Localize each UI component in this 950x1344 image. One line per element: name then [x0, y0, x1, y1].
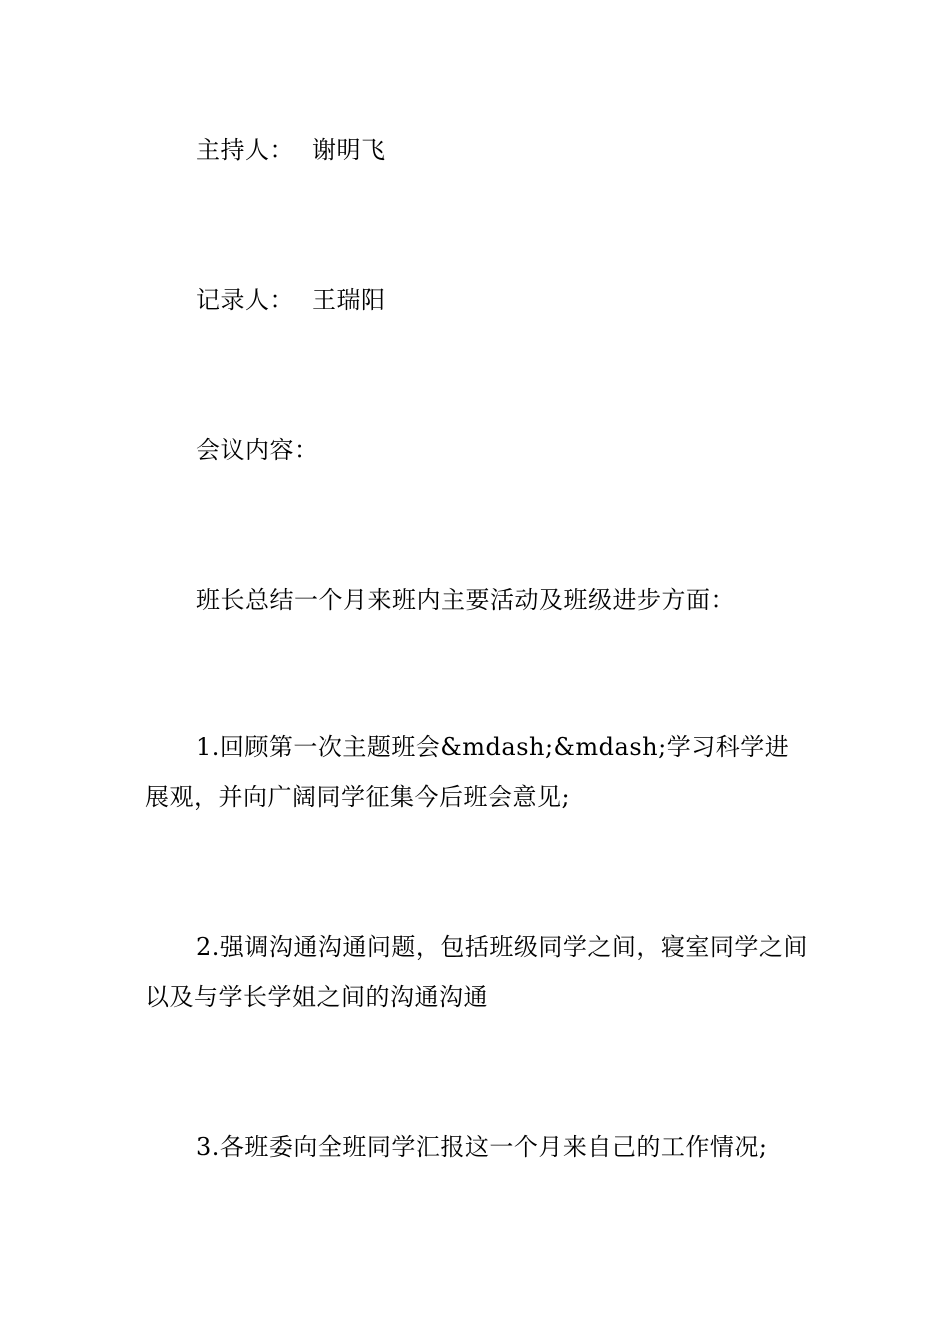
recorder-name: 王瑞阳 [312, 286, 386, 314]
meeting-content-label: 会议内容： [196, 436, 319, 464]
recorder-label: 记录人： [196, 286, 294, 314]
summary-intro: 班长总结一个月来班内主要活动及班级进步方面： [196, 586, 735, 614]
host-name: 谢明飞 [312, 136, 386, 164]
host-label: 主持人： [196, 136, 294, 164]
list-item: 3.各班委向全班同学汇报这一个月来自己的工作情况; [196, 1133, 768, 1161]
recorder-line [145, 275, 810, 325]
list-item: 2.强调沟通沟通问题，包括班级同学之间，寝室同学之间以及与学长学姐之间的沟通沟通 [145, 933, 808, 1011]
list-item: 1.回顾第一次主题班会&mdash;&mdash;学习科学进展观，并向广阔同学征集今后班会意见; [145, 733, 790, 811]
host-line [145, 125, 810, 175]
